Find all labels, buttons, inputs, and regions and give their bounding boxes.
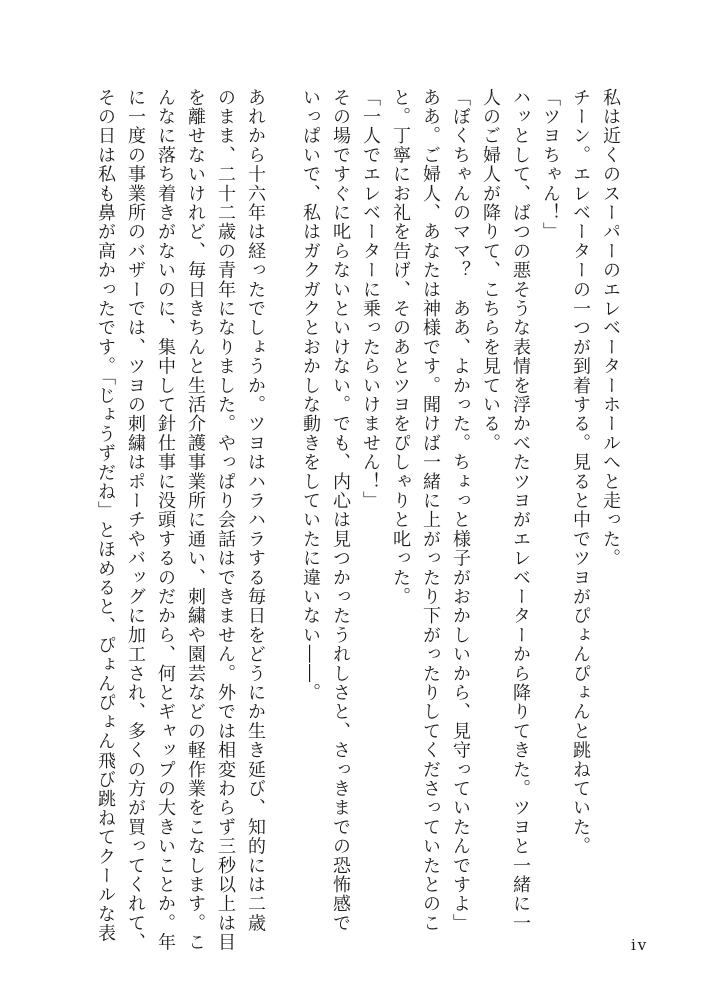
text-line: 私は近くのスーパーのエレベーターホールへと走った。 bbox=[600, 88, 621, 568]
text-line: ハッとして、ばつの悪そうな表情を浮かべたツヨがエレベーターから降りてきた。ツヨと一緒に一 bbox=[510, 88, 531, 933]
vertical-text-body bbox=[95, 88, 625, 952]
paragraph-gap bbox=[270, 88, 295, 863]
text-line: 「ツヨちゃん！」 bbox=[540, 88, 561, 242]
text-line: いっぱいで、私はガクガクとおかしな動きをしていたに違いない――。 bbox=[300, 88, 321, 703]
text-line: ああ。ご婦人、あなたは神様です。聞けば一緒に上がったり下がったりしてくださっていたとのこ bbox=[420, 88, 441, 933]
text-line: のまま、二十二歳の青年になりました。やっぱり会話はできません。外では相変わらず三秒以上は目 bbox=[215, 88, 236, 952]
text-line: その場ですぐに叱らないといけない。でも、内心は見つかったうれしさと、さっきまでの恐怖感で bbox=[330, 88, 351, 933]
text-line: に一度の事業所のバザーでは、ツヨの刺繍はポーチやバッグに加工され、多くの方が買ってくれて、 bbox=[125, 88, 146, 952]
text-line: あれから十六年は経ったでしょうか。ツヨはハラハラする毎日をどうにか生き延び、知的には二歳 bbox=[245, 88, 266, 933]
text-lines bbox=[90, 88, 625, 952]
text-line: 「ぼくちゃんのママ？ ああ、よかった。ちょっと様子がおかしいから、見守っていたんですよ」 bbox=[450, 88, 471, 933]
page-number: iv bbox=[631, 936, 649, 954]
text-line: その日は私も鼻が高かったです。「じょうずだね」とほめると、ぴょんぴょん飛び跳ねてクールな表 bbox=[95, 88, 116, 943]
text-line: 「一人でエレベーターに乗ったらいけません！」 bbox=[360, 88, 381, 511]
text-line: と。丁寧にお礼を告げ、そのあとツヨをぴしゃりと叱った。 bbox=[390, 88, 411, 607]
text-line: んなに落ち着きがないのに、集中して針仕事に没頭するのだから、何とギャップの大きいことか。年 bbox=[155, 88, 176, 952]
text-line: 人のご婦人が降りて、こちらを見ている。 bbox=[480, 88, 501, 453]
text-line: を離せないけれど、毎日きちんと生活介護事業所に通い、刺繍や園芸などの軽作業をこなします。こ bbox=[185, 88, 206, 952]
text-line: チーン。エレベーターの一つが到着する。見ると中でツヨがぴょんぴょんと跳ねていた。 bbox=[570, 88, 591, 856]
